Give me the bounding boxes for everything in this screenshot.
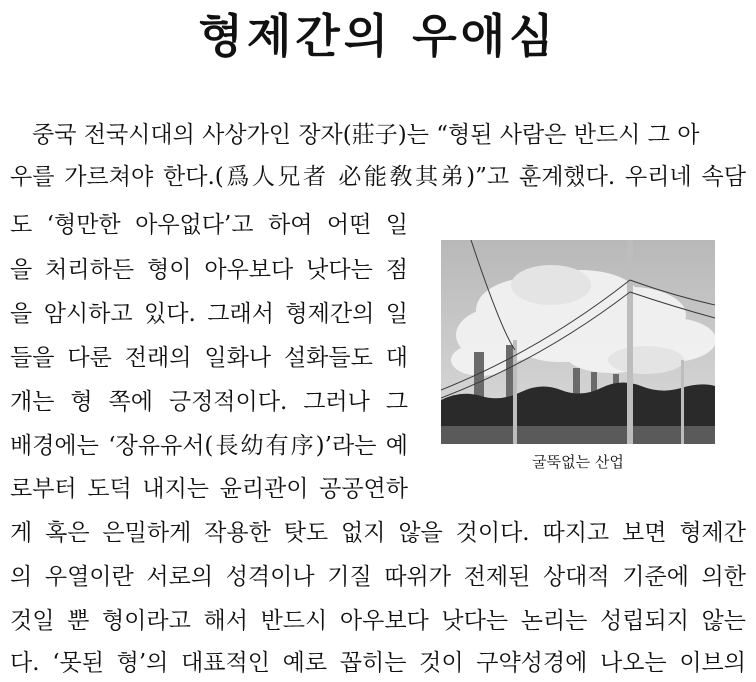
paragraph-line: 것일 뿐 형이라고 해서 반드시 아우보다 낫다는 논리는 성립되지 않는 <box>10 608 746 634</box>
paragraph-line: 배경에는 ‘장유유서(長幼有序)’라는 예 <box>10 433 408 459</box>
paragraph-line: 개는 형 쪽에 긍정적이다. 그러나 그 <box>10 389 408 415</box>
paragraph-line: 로부터 도덕 내지는 윤리관이 공공연하 <box>10 476 408 502</box>
paragraph-line: 을 처리하든 형이 아우보다 낫다는 점 <box>10 257 408 283</box>
figure-caption: 굴뚝없는 산업 <box>532 453 624 471</box>
paragraph-line: 다. ‘못된 형’의 대표적인 예로 꼽히는 것이 구약성경에 나오는 이브의 <box>10 650 746 676</box>
factory-chimneys-photo <box>441 240 715 444</box>
paragraph-line: 우를 가르쳐야 한다.(爲人兄者 必能敎其弟)”고 훈계했다. 우리네 속담 <box>10 164 746 190</box>
paragraph-line: 의 우열이란 서로의 성격이나 기질 따위가 전제된 상대적 기준에 의한 <box>10 564 746 590</box>
page-title: 형제간의 우애심 <box>198 9 558 63</box>
paragraph-line: 들을 다룬 전래의 일화나 설화들도 대 <box>10 345 408 371</box>
paragraph-line: 도 ‘형만한 아우없다’고 하여 어떤 일 <box>10 212 408 238</box>
paragraph-line: 중국 전국시대의 사상가인 장자(莊子)는 “형된 사람은 반드시 그 아 <box>32 122 700 148</box>
paragraph-line: 을 암시하고 있다. 그래서 형제간의 일 <box>10 301 408 327</box>
paragraph-line: 게 혹은 은밀하게 작용한 탓도 없지 않을 것이다. 따지고 보면 형제간 <box>10 520 746 546</box>
